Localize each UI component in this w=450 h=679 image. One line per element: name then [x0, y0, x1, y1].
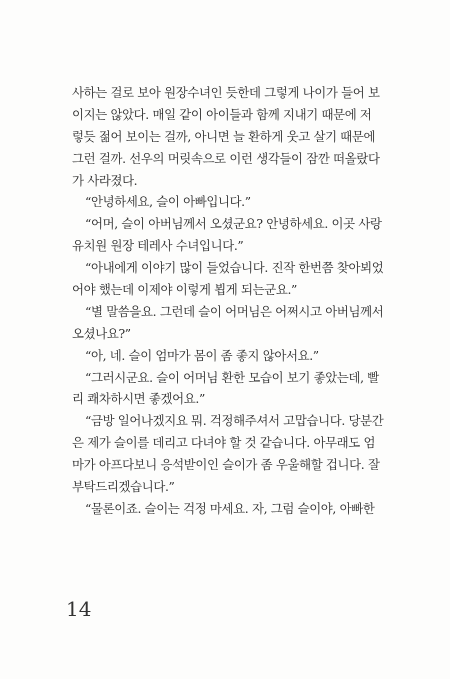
- page-number: 14: [66, 597, 92, 621]
- body-text: [72, 82, 406, 520]
- text-line: 부탁드리겠습니다.”: [72, 479, 175, 495]
- text-line: 렇듯 젊어 보이는 걸까, 아니면 늘 환하게 웃고 살기 때문에: [72, 128, 376, 144]
- text-line: 이지는 않았다. 매일 같이 아이들과 함께 지내기 때문에 저: [72, 106, 372, 122]
- text-line: 어야 했는데 이제야 이렇게 뵙게 되는군요.”: [72, 282, 298, 298]
- text-line: 은 제가 슬이를 데리고 다녀야 할 것 같습니다. 아무래도 엄: [72, 435, 376, 451]
- text-line: 리 쾌차하시면 좋겠어요.”: [72, 391, 205, 407]
- text-line: 사하는 걸로 보아 원장수녀인 듯한데 그렇게 나이가 들어 보: [72, 85, 380, 100]
- text-line: “어머, 슬이 아버님께서 오셨군요? 안녕하세요. 이곳 사랑: [85, 216, 382, 232]
- text-line: 유치원 원장 테레사 수녀입니다.”: [72, 238, 244, 254]
- text-line: 가 사라졌다.: [72, 172, 138, 188]
- text-line: “물론이죠. 슬이는 걱정 마세요. 자, 그럼 슬이야, 아빠한: [85, 500, 375, 516]
- text-line: “안녕하세요, 슬이 아빠입니다.”: [85, 194, 251, 210]
- text-line: “별 말씀을요. 그런데 슬이 어머님은 어쩌시고 아버님께서: [85, 303, 384, 319]
- text-line: “아, 네. 슬이 엄마가 몸이 좀 좋지 않아서요.”: [85, 347, 319, 363]
- text-line: “금방 일어나겠지요 뭐. 걱정해주셔서 고맙습니다. 당분간: [85, 413, 384, 429]
- text-line: “아내에게 이야기 많이 들었습니다. 진작 한번쯤 찾아뵈었: [85, 260, 384, 276]
- text-line: 마가 아프다보니 응석받이인 슬이가 좀 우울해할 겁니다. 잘: [72, 457, 380, 473]
- text-line: 오셨나요?”: [72, 325, 131, 341]
- text-line: “그러시군요. 슬이 어머님 환한 모습이 보기 좋았는데, 빨: [85, 369, 379, 385]
- text-line: 그런 걸까. 선우의 머릿속으로 이런 생각들이 잠깐 떠올랐다: [72, 150, 380, 166]
